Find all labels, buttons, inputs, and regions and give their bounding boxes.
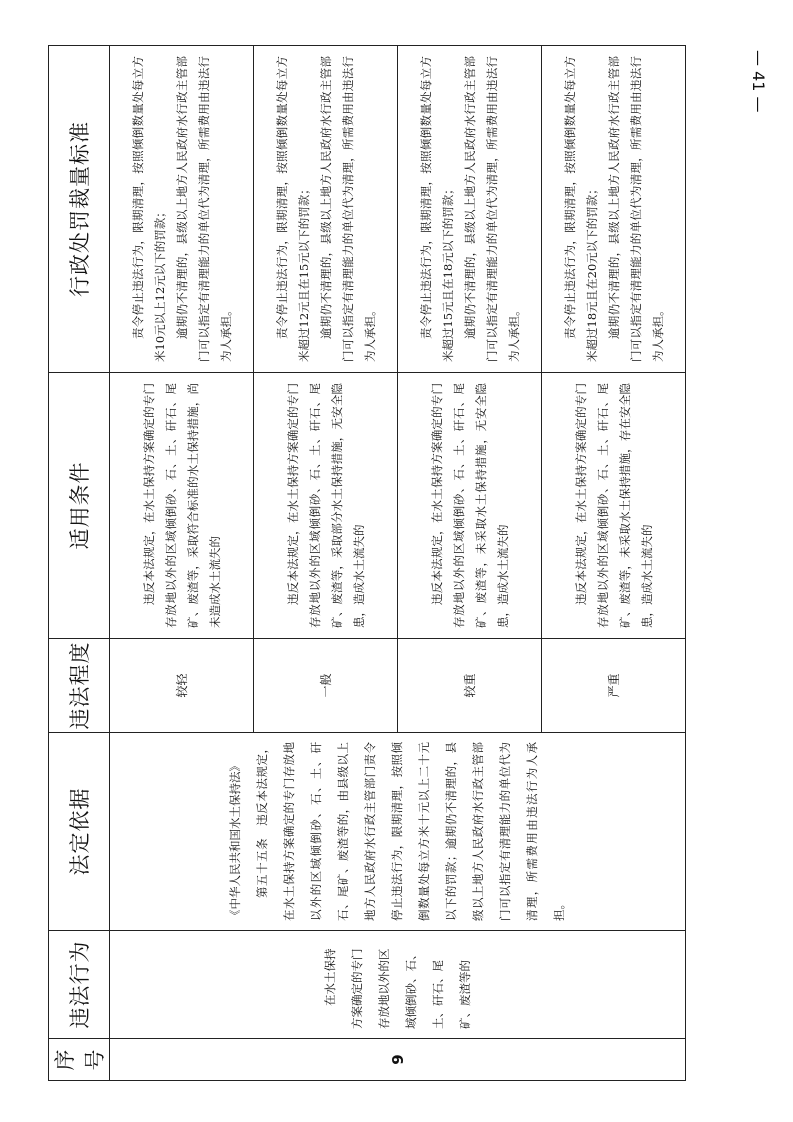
condition-cell: [254, 373, 398, 639]
standard-cell: [110, 46, 254, 373]
condition-cell: [542, 373, 686, 639]
condition-text: 违反本法规定，在水土保持方案确定的专门存放地以外的区域倾倒砂、石、土、矸石、尾矿、废渣等，采取符合标准的水土保持措施，尚未造成水土流失的: [141, 383, 222, 628]
header-seq: 序号: [49, 1039, 110, 1081]
standard-text-overdue: 逾期仍不清理的，县级以上地方人民政府水行政主管部门可以指定有清理能力的单位代为清理，所需费用由违法行为人承担。: [174, 56, 233, 362]
law-article-text: 第五十五条 违反本法规定，在水土保持方案确定的专门存放地以外的区域倾倒砂、石、土、矸石、尾矿、废渣等的，由县级以上地方人民政府水行政主管部门责令停止违法行为，限期清理，按照倾倒数量处每立方米十元以上二十元以下的罚款；逾期仍不清理的，县级以上地方人民政府水行政主管部门可以指定有清理能力的单位代为清理，所需费用由违法行为人承担。: [255, 742, 566, 921]
condition-cell: [398, 373, 542, 639]
standard-cell: [254, 46, 398, 373]
header-condition: 适用条件: [49, 373, 110, 639]
degree-cell: 较重: [398, 639, 542, 733]
penalty-standards-table: [48, 45, 686, 1081]
rotated-table-container: [48, 46, 686, 1081]
header-degree: 违法程度: [49, 639, 110, 733]
standard-text-overdue: 逾期仍不清理的，县级以上地方人民政府水行政主管部门可以指定有清理能力的单位代为清理，所需费用由违法行为人承担。: [606, 56, 665, 362]
header-standard: 行政处罚裁量标准: [49, 46, 110, 373]
standard-text-fine: 责令停止违法行为，限期清理，按照倾倒数量处每立方米10元以上12元以下的罚款；: [130, 56, 167, 362]
header-behavior: 违法行为: [49, 931, 110, 1039]
table-header-row: [49, 46, 110, 1081]
condition-text: 违反本法规定，在水土保持方案确定的专门存放地以外的区域倾倒砂、石、土、矸石、尾矿、废渣等，未采取水土保持措施，无安全隐患，造成水土流失的: [429, 383, 510, 628]
condition-text: 违反本法规定，在水土保持方案确定的专门存放地以外的区域倾倒砂、石、土、矸石、尾矿、废渣等，采取部分水土保持措施，无安全隐患，造成水土流失的: [285, 383, 366, 628]
legal-basis-cell: [110, 733, 686, 931]
standard-text-overdue: 逾期仍不清理的，县级以上地方人民政府水行政主管部门可以指定有清理能力的单位代为清理，所需费用由违法行为人承担。: [462, 56, 521, 362]
standard-text-fine: 责令停止违法行为，限期清理，按照倾倒数量处每立方米超过18元且在20元以下的罚款；: [562, 56, 599, 362]
behavior-text: 在水土保持方案确定的专门存放地以外的区域倾倒砂、石、土、矸石、尾矿、废渣等的: [322, 948, 472, 1029]
standard-cell: [542, 46, 686, 373]
header-legal-basis: 法定依据: [49, 733, 110, 931]
standard-text-fine: 责令停止违法行为，限期清理，按照倾倒数量处每立方米超过12元且在15元以下的罚款；: [274, 56, 311, 362]
standard-text-overdue: 逾期仍不清理的，县级以上地方人民政府水行政主管部门可以指定有清理能力的单位代为清理，所需费用由违法行为人承担。: [318, 56, 377, 362]
standard-text-fine: 责令停止违法行为，限期清理，按照倾倒数量处每立方米超过15元且在18元以下的罚款；: [418, 56, 455, 362]
law-title: 《中华人民共和国水土保持法》: [228, 760, 242, 921]
degree-cell: 一般: [254, 639, 398, 733]
behavior-cell: [110, 931, 686, 1039]
condition-text: 违反本法规定，在水土保持方案确定的专门存放地以外的区域倾倒砂、石、土、矸石、尾矿、废渣等，未采取水土保持措施，存在安全隐患，造成水土流失的: [573, 383, 654, 628]
seq-cell: 9: [110, 1039, 686, 1081]
degree-cell: 严重: [542, 639, 686, 733]
degree-cell: 较轻: [110, 639, 254, 733]
condition-cell: [110, 373, 254, 639]
page-number: — 41 —: [749, 50, 768, 113]
standard-cell: [398, 46, 542, 373]
table-row: [110, 46, 254, 1081]
